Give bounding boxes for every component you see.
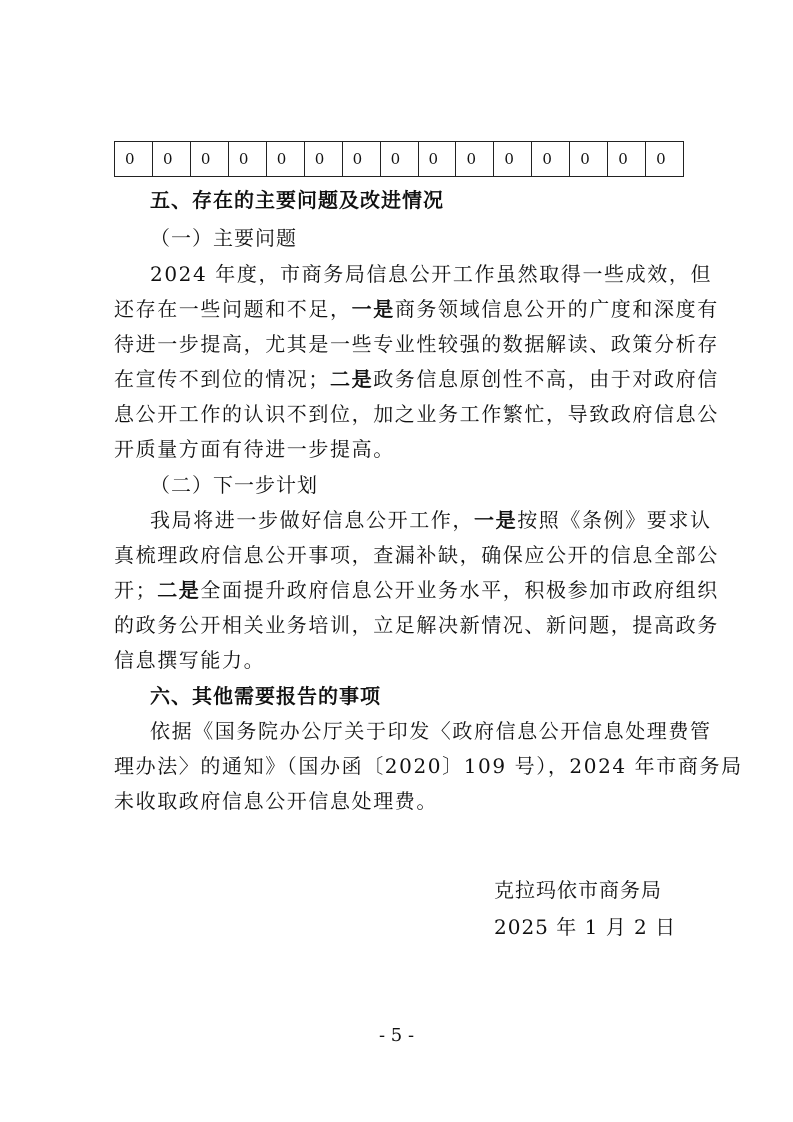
paragraph-line: 的政务公开相关业务培训，立足解决新情况、新问题，提高政务 [114, 613, 719, 637]
text-span: 政务信息原创性不高，由于对政府信 [373, 367, 719, 391]
section-heading-6: 六、其他需要报告的事项 [150, 684, 381, 708]
paragraph-line: 依据《国务院办公厅关于印发〈政府信息公开信息处理费管 [150, 719, 712, 743]
subheading-main-problems: （一）主要问题 [150, 226, 297, 250]
emphasis-span: 一是 [474, 508, 518, 532]
paragraph-line [114, 297, 719, 321]
text-span: 全面提升政府信息公开业务水平，积极参加市政府组织 [200, 578, 719, 602]
emphasis-span: 一是 [351, 297, 395, 321]
table-cell: 0 [229, 142, 267, 176]
text-span: 商务领域信息公开的广度和深度有 [394, 297, 719, 321]
paragraph-line: 待进一步提高，尤其是一些专业性较强的数据解读、政策分析存 [114, 332, 719, 356]
table-cell: 0 [343, 142, 381, 176]
paragraph-line: 未收取政府信息公开信息处理费。 [114, 789, 438, 813]
page-number: - 5 - [378, 1025, 415, 1046]
table-cell: 0 [305, 142, 343, 176]
table-cell: 0 [381, 142, 419, 176]
signature-date: 2025 年 1 月 2 日 [494, 915, 677, 939]
paragraph-line: 息公开工作的认识不到位，加之业务工作繁忙，导致政府信息公 [114, 402, 719, 426]
table-cell: 0 [494, 142, 532, 176]
table-cell: 0 [532, 142, 570, 176]
section-heading-5: 五、存在的主要问题及改进情况 [150, 188, 444, 212]
table-cell: 0 [419, 142, 457, 176]
table-cell: 0 [153, 142, 191, 176]
table-cell: 0 [191, 142, 229, 176]
text-span: 还存在一些问题和不足， [114, 297, 352, 321]
text-span: 按照《条例》要求认 [517, 508, 712, 532]
table-cell: 0 [608, 142, 646, 176]
table-cell: 0 [115, 142, 153, 176]
paragraph-line: 理办法〉的通知》（国办函〔2020〕109 号），2024 年市商务局 [114, 754, 743, 778]
table-cell: 0 [570, 142, 608, 176]
text-span: 开； [114, 578, 158, 602]
paragraph-line: 信息撰写能力。 [114, 648, 266, 672]
paragraph-line [150, 508, 730, 532]
subheading-next-steps: （二）下一步计划 [150, 473, 318, 497]
emphasis-span: 二是 [330, 367, 374, 391]
emphasis-span: 二是 [157, 578, 201, 602]
table-row [114, 141, 684, 177]
text-span: 我局将进一步做好信息公开工作， [150, 508, 474, 532]
signature-organization: 克拉玛依市商务局 [494, 878, 662, 902]
table-cell: 0 [456, 142, 494, 176]
paragraph-line: 2024 年度，市商务局信息公开工作虽然取得一些成效，但 [150, 262, 713, 286]
table-cell: 0 [267, 142, 305, 176]
paragraph-line: 开质量方面有待进一步提高。 [114, 437, 395, 461]
paragraph-line: 真梳理政府信息公开事项，查漏补缺，确保应公开的信息全部公 [114, 543, 719, 567]
text-span: 在宣传不到位的情况； [114, 367, 330, 391]
table-cell: 0 [656, 150, 666, 168]
paragraph-line [114, 367, 719, 391]
paragraph-line [114, 578, 719, 602]
